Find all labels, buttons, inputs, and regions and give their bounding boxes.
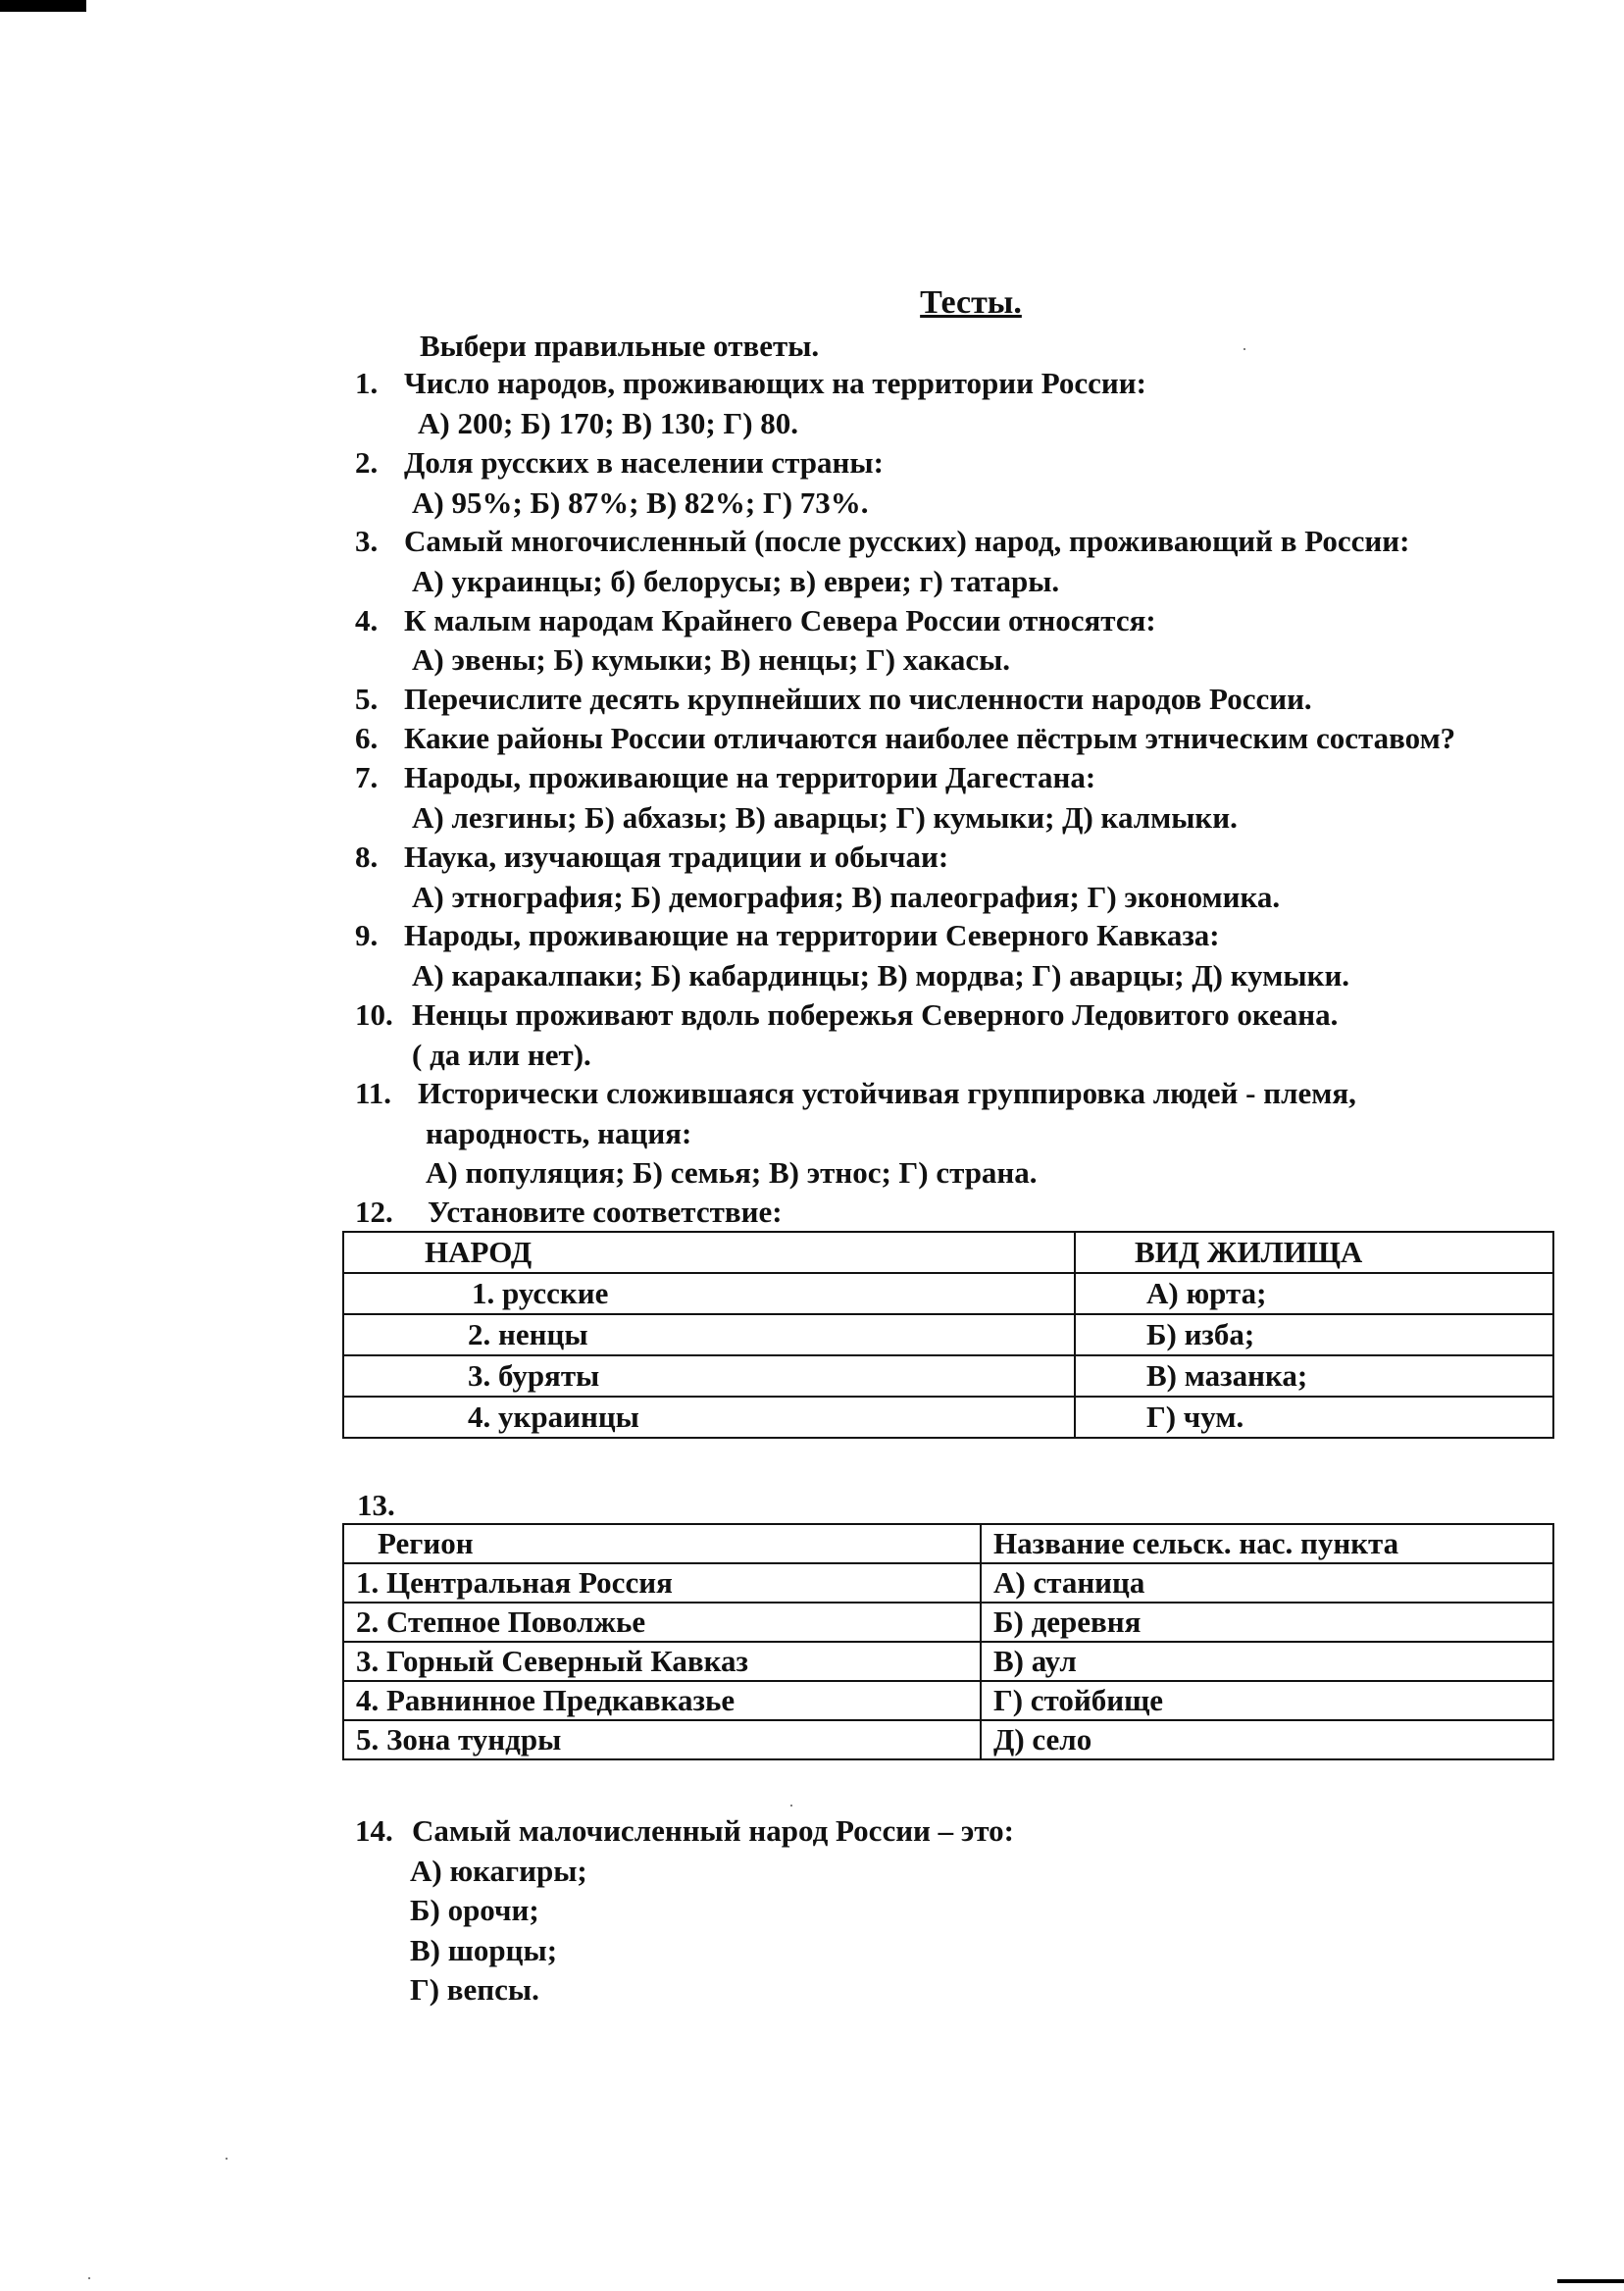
question-7-options: А) лезгины; Б) абхазы; В) аварцы; Г) кумыки; Д) калмыки. (412, 800, 1238, 835)
question-7 (355, 759, 1095, 796)
question-text: Перечислите десять крупнейших по численности народов России. (404, 682, 1312, 716)
question-text: Ненцы проживают вдоль побережья Северного Ледовитого океана. (412, 997, 1339, 1032)
question-number: 8. (355, 840, 379, 874)
question-number: 11. (355, 1076, 392, 1110)
scan-corner-mark (0, 0, 86, 12)
table-cell: 4. Равнинное Предкавказье (343, 1681, 981, 1720)
header-cell: ВИД ЖИЛИЩА (1075, 1232, 1553, 1273)
table-cell: Б) изба; (1075, 1314, 1553, 1355)
question-text: Народы, проживающие на территории Дагестана: (404, 760, 1096, 794)
table-cell: А) станица (981, 1563, 1553, 1603)
question-10-options: ( да или нет). (412, 1038, 591, 1072)
table-cell: 5. Зона тундры (343, 1720, 981, 1759)
table-row (343, 1642, 1553, 1681)
table-row (343, 1273, 1553, 1314)
table-cell: 1. Центральная Россия (343, 1563, 981, 1603)
table-header-row (343, 1232, 1553, 1273)
table-row (343, 1563, 1553, 1603)
table-cell: Г) чум. (1075, 1397, 1553, 1438)
question-number: 12. (355, 1195, 393, 1229)
question-13-number: 13. (357, 1488, 395, 1522)
scan-speck (226, 2158, 228, 2160)
question-14-option: Б) орочи; (410, 1893, 539, 1927)
question-3-options: А) украинцы; б) белорусы; в) евреи; г) татары. (412, 564, 1060, 598)
table-header-row (343, 1524, 1553, 1563)
question-number: 14. (355, 1813, 393, 1848)
table-cell: В) мазанка; (1075, 1355, 1553, 1397)
question-10 (355, 996, 1338, 1034)
table-row (343, 1397, 1553, 1438)
table-cell: 2. ненцы (343, 1314, 1075, 1355)
table-cell: 3. Горный Северный Кавказ (343, 1642, 981, 1681)
question-3 (355, 523, 1409, 560)
question-5 (355, 681, 1312, 718)
question-11-text-cont: народность, нация: (426, 1116, 692, 1150)
instruction: Выбери правильные ответы. (420, 329, 820, 363)
scan-speck (1243, 348, 1245, 350)
question-text: Исторически сложившаяся устойчивая группировка людей - племя, (418, 1076, 1356, 1110)
table-cell: Б) деревня (981, 1603, 1553, 1642)
question-number: 7. (355, 760, 379, 794)
table-cell: 1. русские (343, 1273, 1075, 1314)
question-text: Какие районы России отличаются наиболее пёстрым этническим составом? (404, 721, 1456, 755)
question-8 (355, 839, 948, 876)
question-text: Самый малочисленный народ России – это: (412, 1813, 1014, 1848)
scan-edge-mark (1557, 2279, 1624, 2283)
question-number: 4. (355, 603, 379, 637)
question-1 (355, 365, 1146, 402)
question-2-options: А) 95%; Б) 87%; В) 82%; Г) 73%. (412, 485, 869, 520)
question-4-options: А) эвены; Б) кумыки; В) ненцы; Г) хакасы. (412, 642, 1011, 677)
table-cell: Г) стойбище (981, 1681, 1553, 1720)
question-text: Наука, изучающая традиции и обычаи: (404, 840, 949, 874)
question-9-options: А) каракалпаки; Б) кабардинцы; В) мордва; Г) аварцы; Д) кумыки. (412, 958, 1350, 993)
table-cell: А) юрта; (1075, 1273, 1553, 1314)
question-14 (355, 1812, 1014, 1850)
question-number: 9. (355, 918, 379, 952)
page-title: Тесты. (920, 284, 1022, 321)
table-cell: 2. Степное Поволжье (343, 1603, 981, 1642)
table-nationality-dwelling (342, 1231, 1554, 1439)
question-11 (355, 1075, 1356, 1112)
table-cell: Д) село (981, 1720, 1553, 1759)
question-text: К малым народам Крайнего Севера России относятся: (404, 603, 1156, 637)
table-row (343, 1720, 1553, 1759)
table-row (343, 1314, 1553, 1355)
table-row (343, 1681, 1553, 1720)
question-text: Самый многочисленный (после русских) народ, проживающий в России: (404, 524, 1410, 558)
header-cell: Название сельск. нас. пункта (981, 1524, 1553, 1563)
table-row (343, 1603, 1553, 1642)
question-number: 3. (355, 524, 379, 558)
table-row (343, 1355, 1553, 1397)
header-cell: Регион (343, 1524, 981, 1563)
question-6 (355, 720, 1455, 757)
question-14-option: Г) вепсы. (410, 1972, 539, 2007)
question-4 (355, 602, 1156, 639)
question-9 (355, 917, 1220, 954)
question-number: 10. (355, 997, 393, 1032)
question-11-options: А) популяция; Б) семья; В) этнос; Г) страна. (426, 1155, 1038, 1190)
question-number: 1. (355, 366, 379, 400)
question-8-options: А) этнография; Б) демография; В) палеография; Г) экономика. (412, 880, 1281, 914)
question-number: 6. (355, 721, 379, 755)
table-region-settlement (342, 1523, 1554, 1760)
question-text: Доля русских в населении страны: (404, 445, 884, 480)
question-2 (355, 444, 884, 482)
scan-speck (88, 2277, 90, 2279)
question-12 (355, 1194, 783, 1231)
question-text: Народы, проживающие на территории Северного Кавказа: (404, 918, 1220, 952)
scan-speck (790, 1805, 792, 1807)
question-number: 5. (355, 682, 379, 716)
question-14-option: А) юкагиры; (410, 1854, 587, 1888)
question-text: Установите соответствие: (428, 1195, 783, 1229)
question-text: Число народов, проживающих на территории России: (404, 366, 1146, 400)
question-number: 2. (355, 445, 379, 480)
table-cell: В) аул (981, 1642, 1553, 1681)
header-cell: НАРОД (343, 1232, 1075, 1273)
question-14-option: В) шорцы; (410, 1933, 558, 1967)
table-cell: 4. украинцы (343, 1397, 1075, 1438)
question-1-options: А) 200; Б) 170; В) 130; Г) 80. (418, 406, 799, 440)
table-cell: 3. буряты (343, 1355, 1075, 1397)
